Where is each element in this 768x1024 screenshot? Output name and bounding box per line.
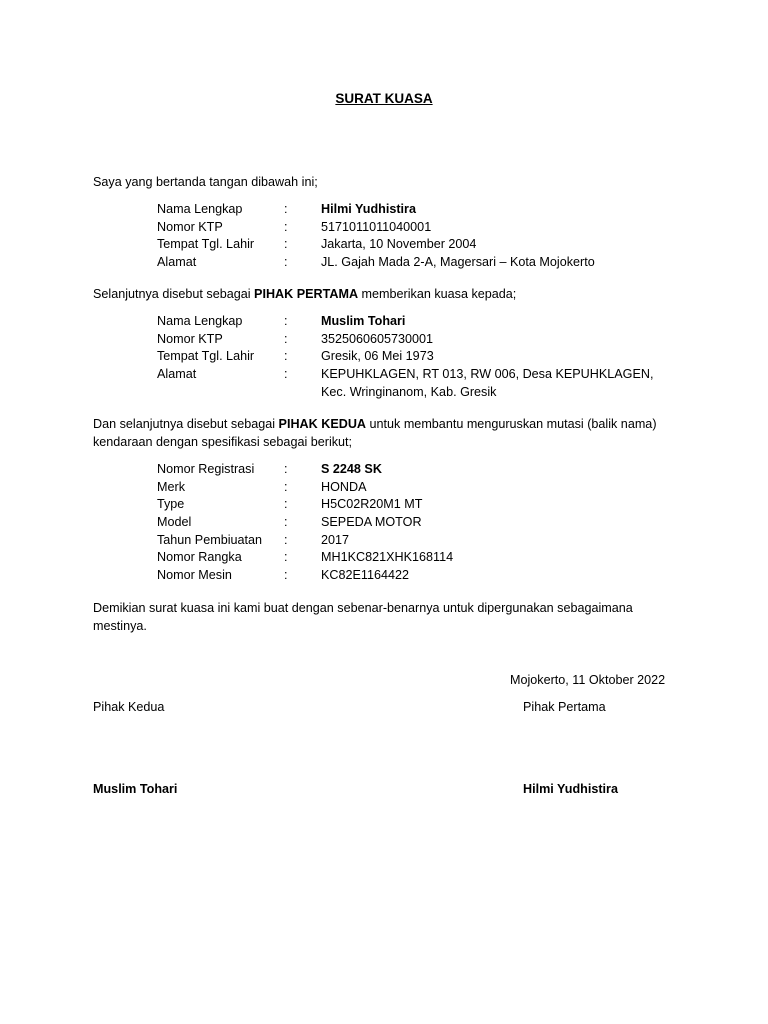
field-separator: : — [284, 237, 288, 252]
right-signature-name: Hilmi Yudhistira — [523, 782, 618, 796]
paragraph-text: Dan selanjutnya disebut sebagai — [93, 417, 279, 431]
field-value: S 2248 SK — [321, 462, 382, 476]
field-label: Nomor KTP — [157, 219, 223, 234]
field-value: SEPEDA MOTOR — [321, 515, 422, 530]
field-label: Model — [157, 515, 192, 530]
field-label: Tahun Pembiuatan — [157, 532, 263, 547]
field-label: Nomor KTP — [157, 331, 223, 346]
field-value: MH1KC821XHK168114 — [321, 550, 454, 565]
field-label: Alamat — [157, 367, 197, 382]
field-label: Tempat Tgl. Lahir — [157, 237, 255, 252]
field-separator: : — [284, 349, 288, 364]
field-label: Nomor Rangka — [157, 550, 242, 565]
field-separator: : — [284, 219, 288, 234]
field-separator: : — [284, 568, 288, 583]
field-separator: : — [284, 314, 288, 328]
field-value: 5171011011040001 — [321, 219, 432, 234]
field-separator: : — [284, 497, 288, 512]
pihak-kedua-paragraph-line2: kendaraan dengan spesifikasi sebagai berikut; — [93, 435, 353, 449]
field-value: HONDA — [321, 479, 367, 494]
left-signature-name: Muslim Tohari — [93, 782, 178, 796]
field-separator: : — [284, 202, 288, 216]
field-separator: : — [284, 515, 288, 530]
intro-text: Saya yang bertanda tangan dibawah ini; — [93, 175, 318, 189]
paragraph-text: memberikan kuasa kepada; — [358, 287, 517, 301]
field-label: Merk — [157, 479, 185, 494]
place-date: Mojokerto, 11 Oktober 2022 — [510, 673, 666, 687]
field-label: Type — [157, 497, 185, 512]
field-value: Hilmi Yudhistira — [321, 202, 416, 216]
field-label: Nama Lengkap — [157, 202, 243, 216]
field-separator: : — [284, 255, 288, 270]
pihak-kedua-term: PIHAK KEDUA — [278, 417, 367, 431]
field-value: JL. Gajah Mada 2-A, Magersari – Kota Mojokerto — [321, 255, 595, 270]
field-value: 2017 — [321, 532, 350, 547]
field-separator: : — [284, 532, 288, 547]
field-value: H5C02R20M1 MT — [321, 497, 423, 512]
document-title: SURAT KUASA — [335, 91, 433, 106]
paragraph-text: untuk membantu menguruskan mutasi (balik nama) — [366, 417, 657, 431]
field-separator: : — [284, 550, 288, 565]
field-value: Gresik, 06 Mei 1973 — [321, 349, 434, 364]
field-value: KEPUHKLAGEN, RT 013, RW 006, Desa KEPUHKLAGEN, — [321, 367, 654, 382]
field-separator: : — [284, 479, 288, 494]
closing-line2: mestinya. — [93, 619, 147, 633]
field-separator: : — [284, 331, 288, 346]
field-label: Alamat — [157, 255, 197, 270]
field-separator: : — [284, 367, 288, 382]
field-separator: : — [284, 462, 288, 476]
field-value: 3525060605730001 — [321, 331, 434, 346]
field-value: Jakarta, 10 November 2004 — [321, 237, 477, 252]
field-value: Kec. Wringinanom, Kab. Gresik — [321, 384, 497, 399]
left-signature-role: Pihak Kedua — [93, 700, 165, 714]
pihak-kedua-paragraph-line1 — [93, 416, 657, 434]
pihak-pertama-term: PIHAK PERTAMA — [254, 287, 359, 301]
right-signature-role: Pihak Pertama — [523, 700, 606, 714]
pihak-pertama-paragraph — [93, 286, 516, 304]
field-label: Nama Lengkap — [157, 314, 243, 328]
field-label: Tempat Tgl. Lahir — [157, 349, 255, 364]
field-value: Muslim Tohari — [321, 314, 406, 328]
paragraph-text: Selanjutnya disebut sebagai — [93, 287, 255, 301]
field-label: Nomor Mesin — [157, 568, 232, 583]
field-value: KC82E1164422 — [321, 568, 409, 583]
closing-line1: Demikian surat kuasa ini kami buat dengan sebenar-benarnya untuk dipergunakan sebagaimana — [93, 601, 633, 615]
field-label: Nomor Registrasi — [157, 462, 255, 476]
